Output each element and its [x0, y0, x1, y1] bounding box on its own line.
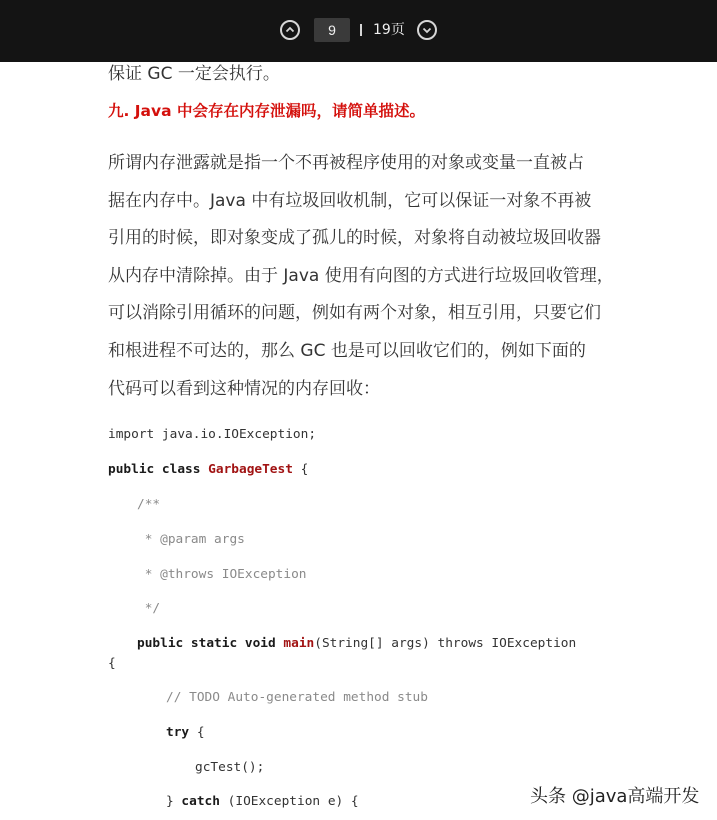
paragraph-line: 代码可以看到这种情况的内存回收： [108, 378, 380, 399]
intro-line: 保证 GC 一定会执行。 [108, 64, 280, 84]
code-line [137, 636, 576, 652]
code-line [166, 794, 359, 810]
watermark: 头条 @java高端开发 [530, 786, 700, 807]
next-page-button[interactable] [417, 20, 437, 40]
page-total: 19页 [373, 22, 405, 38]
code-class-name: GarbageTest [208, 462, 293, 477]
code-comment: * @throws IOException [137, 567, 307, 582]
previous-page-button[interactable] [280, 20, 300, 40]
page-number-input[interactable]: 9 [314, 18, 350, 42]
code-comment: * @param args [137, 532, 245, 547]
chevron-up-icon [285, 25, 295, 35]
code-comment: // TODO Auto-generated method stub [166, 690, 428, 705]
paragraph-line: 引用的时候，即对象变成了孤儿的时候，对象将自动被垃圾回收器 [108, 228, 601, 249]
code-keyword: public class [108, 462, 201, 477]
code-line: import java.io.IOException; [108, 427, 317, 442]
code-keyword: public static void [137, 636, 276, 651]
chevron-down-icon [422, 25, 432, 35]
paragraph-line: 从内存中清除掉。由于 Java 使用有向图的方式进行垃圾回收管理， [108, 265, 614, 286]
code-token: { [292, 462, 309, 477]
pagination-bar [0, 0, 717, 62]
code-method-name: main [283, 636, 315, 651]
code-token: (IOException e) { [219, 794, 359, 809]
paragraph-line: 和根进程不可达的，那么 GC 也是可以回收它们的，例如下面的 [108, 340, 586, 361]
section-heading: 九. Java 中会存在内存泄漏吗，请简单描述。 [108, 102, 425, 120]
code-keyword: catch [181, 794, 220, 809]
body-paragraph [108, 145, 628, 408]
code-line: { [108, 656, 116, 671]
code-line [108, 462, 308, 478]
code-comment: */ [137, 601, 161, 616]
paragraph-line: 所谓内存泄露就是指一个不再被程序使用的对象或变量一直被占 [108, 153, 584, 173]
code-token: (String[] args) throws IOException [314, 636, 577, 651]
paragraph-line: 据在内存中。Java 中有垃圾回收机制，它可以保证一对象不再被 [108, 190, 592, 211]
page-separator [360, 24, 362, 36]
paragraph-line: 可以消除引用循环的问题，例如有两个对象，相互引用，只要它们 [108, 303, 601, 324]
code-line [166, 725, 205, 741]
code-line: gcTest(); [195, 760, 265, 775]
code-keyword: try [166, 725, 190, 740]
code-comment: /** [137, 497, 161, 512]
code-token: { [189, 725, 205, 740]
code-token: } [166, 794, 182, 809]
